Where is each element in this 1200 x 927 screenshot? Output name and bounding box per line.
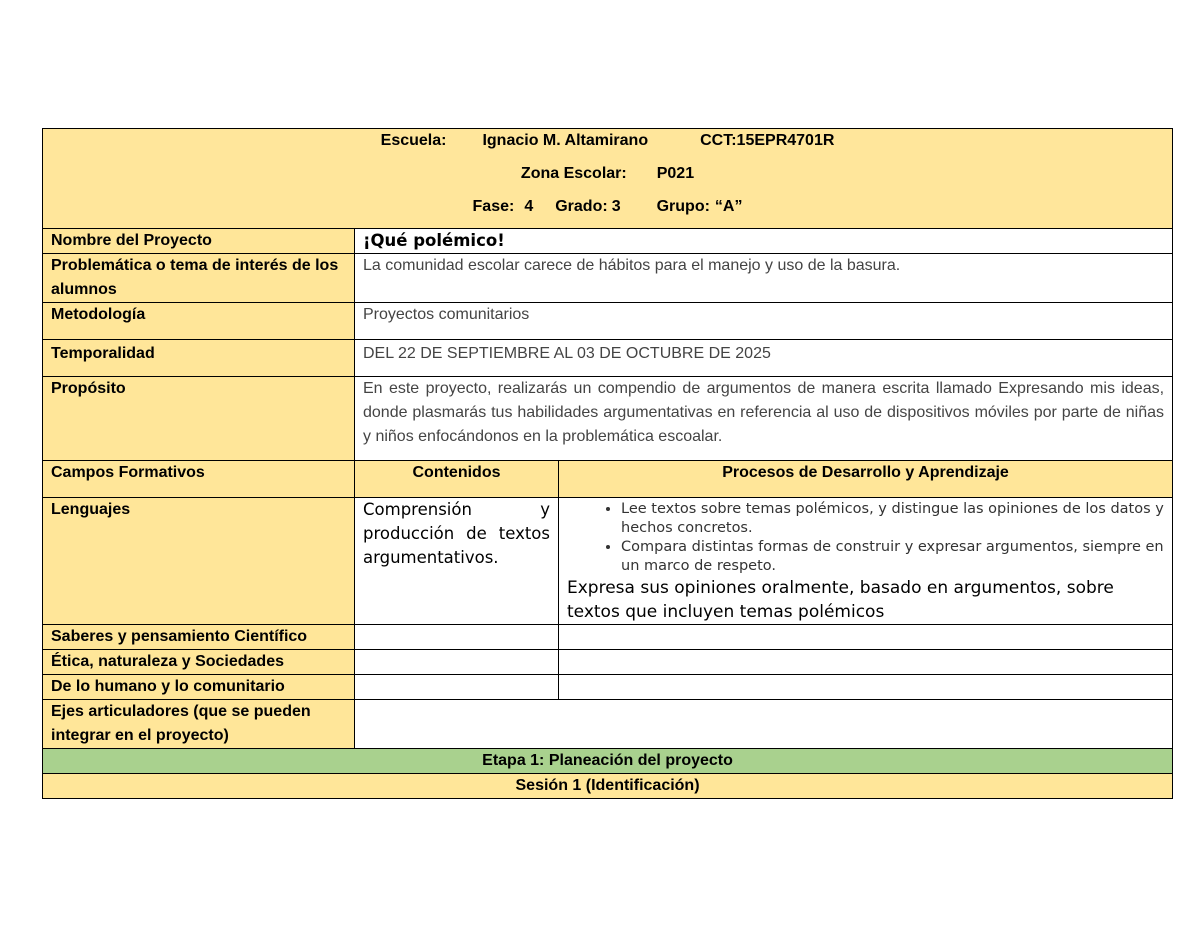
- problematica-value: La comunidad escolar carece de hábitos para el manejo y uso de la basura.: [355, 254, 1173, 303]
- humano-row: [43, 675, 1173, 700]
- grupo-label: Grupo:: [656, 198, 710, 215]
- fase-value: 4: [524, 198, 534, 215]
- saberes-label: Saberes y pensamiento Científico: [43, 625, 355, 650]
- etapa-row: [43, 749, 1173, 774]
- lenguajes-procesos: [559, 498, 1173, 625]
- lenguajes-row: [43, 498, 1173, 625]
- escuela-label: Escuela:: [380, 132, 447, 149]
- columns-header-row: [43, 461, 1173, 498]
- etica-procesos: [559, 650, 1173, 675]
- temporalidad-value: DEL 22 DE SEPTIEMBRE AL 03 DE OCTUBRE DE 2025: [355, 340, 1173, 377]
- proposito-value: En este proyecto, realizarás un compendio de argumentos de manera escrita llamado Expresando mis ideas, donde plasmarás tus habilidades argumentativas en referencia al uso de dispositivos móviles por parte de niñas y niños enfocándonos en la problemática escoalar.: [355, 377, 1173, 461]
- lenguajes-contenido: Comprensión y producción de textos argumentativos.: [355, 498, 559, 625]
- proceso-extra: Expresa sus opiniones oralmente, basado en argumentos, sobre textos que incluyen temas polémicos: [567, 578, 1114, 622]
- project-plan-table: [42, 128, 1173, 799]
- grado-value: 3: [611, 198, 621, 215]
- nombre-value: ¡Qué polémico!: [355, 229, 1173, 254]
- etapa-title: Etapa 1: Planeación del proyecto: [43, 749, 1173, 774]
- grado-label: Grado:: [555, 198, 608, 215]
- zona-line: [51, 162, 1164, 195]
- sesion-row: [43, 774, 1173, 799]
- fase-label: Fase:: [472, 198, 515, 215]
- col-procesos: Procesos de Desarrollo y Aprendizaje: [559, 461, 1173, 498]
- escuela-value: Ignacio M. Altamirano: [482, 132, 649, 149]
- temporalidad-label: Temporalidad: [43, 340, 355, 377]
- ejes-value: [355, 700, 1173, 749]
- fase-line: [51, 195, 1164, 228]
- grupo-value: “A”: [714, 198, 743, 215]
- metodologia-value: Proyectos comunitarios: [355, 303, 1173, 340]
- zona-label: Zona Escolar:: [520, 165, 627, 182]
- proposito-label: Propósito: [43, 377, 355, 461]
- ejes-label: Ejes articuladores (que se pueden integrar en el proyecto): [43, 700, 355, 749]
- saberes-contenido: [355, 625, 559, 650]
- ejes-row: [43, 700, 1173, 749]
- school-header: [43, 129, 1173, 229]
- nombre-row: [43, 229, 1173, 254]
- humano-label: De lo humano y lo comunitario: [43, 675, 355, 700]
- problematica-row: [43, 254, 1173, 303]
- proposito-row: [43, 377, 1173, 461]
- nombre-label: Nombre del Proyecto: [43, 229, 355, 254]
- col-contenidos: Contenidos: [355, 461, 559, 498]
- cct-value: CCT:15EPR4701R: [700, 132, 835, 149]
- etica-label: Ética, naturaleza y Sociedades: [43, 650, 355, 675]
- proceso-item: • Compara distintas formas de construir y expresar argumentos, siempre en un marco de respeto.: [621, 538, 1164, 576]
- humano-contenido: [355, 675, 559, 700]
- zona-value: P021: [656, 165, 695, 182]
- sesion-title: Sesión 1 (Identificación): [43, 774, 1173, 799]
- saberes-procesos: [559, 625, 1173, 650]
- proceso-item: • Lee textos sobre temas polémicos, y distingue las opiniones de los datos y hechos concretos.: [621, 500, 1164, 538]
- school-line: [51, 129, 1164, 162]
- col-campos: Campos Formativos: [43, 461, 355, 498]
- metodologia-label: Metodología: [43, 303, 355, 340]
- metodologia-row: [43, 303, 1173, 340]
- humano-procesos: [559, 675, 1173, 700]
- header-row: [43, 129, 1173, 229]
- etica-contenido: [355, 650, 559, 675]
- problematica-label: Problemática o tema de interés de los alumnos: [43, 254, 355, 303]
- saberes-row: [43, 625, 1173, 650]
- procesos-list: [567, 500, 1164, 576]
- temporalidad-row: [43, 340, 1173, 377]
- lenguajes-label: Lenguajes: [43, 498, 355, 625]
- etica-row: [43, 650, 1173, 675]
